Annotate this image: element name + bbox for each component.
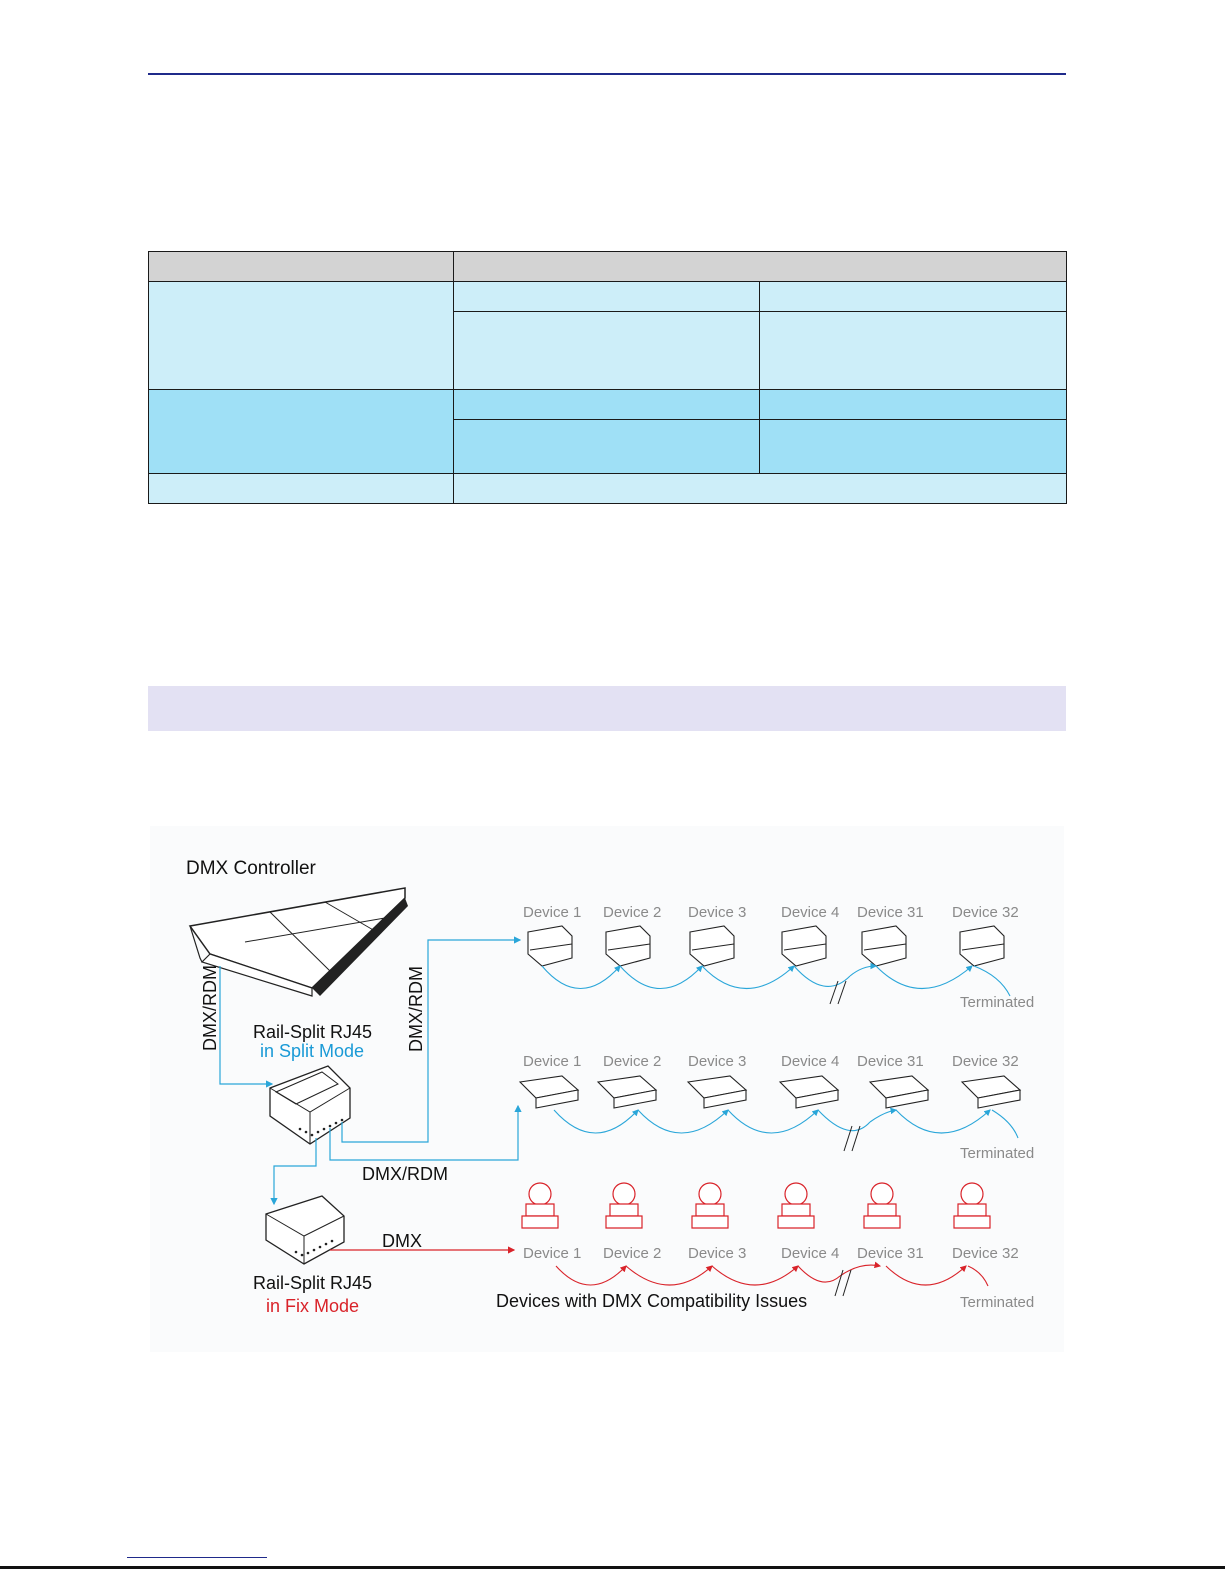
table-cell bbox=[760, 420, 1067, 474]
moving-head-icon bbox=[692, 1183, 728, 1228]
dmx-controller-icon bbox=[190, 888, 408, 996]
dmx-rdm-label-left: DMX/RDM bbox=[200, 965, 220, 1051]
row2-link-line bbox=[330, 1106, 518, 1160]
wiring-diagram bbox=[150, 826, 1064, 1352]
device-label: Device 3 bbox=[688, 1053, 747, 1070]
terminated-label: Terminated bbox=[960, 1294, 1035, 1311]
table-cell bbox=[149, 390, 454, 474]
device-label: Device 31 bbox=[857, 1245, 924, 1262]
led-panel-icon bbox=[962, 1076, 1020, 1108]
table-cell bbox=[760, 312, 1067, 390]
device-label: Device 1 bbox=[523, 1245, 582, 1262]
terminated-label: Terminated bbox=[960, 1145, 1035, 1162]
controller-label: DMX Controller bbox=[186, 858, 316, 879]
footer-rule bbox=[0, 1566, 1225, 1569]
led-panel-icon bbox=[520, 1076, 578, 1108]
terminated-label: Terminated bbox=[960, 994, 1035, 1011]
table-header-cell bbox=[149, 252, 454, 282]
din-module-icon bbox=[862, 926, 906, 966]
device-label: Device 3 bbox=[688, 1245, 747, 1262]
table-row bbox=[149, 474, 1067, 504]
din-module-icon bbox=[528, 926, 572, 966]
device-label: Device 2 bbox=[603, 904, 662, 921]
device-label: Device 4 bbox=[781, 1053, 840, 1070]
device-label: Device 32 bbox=[952, 904, 1019, 921]
din-module-icon bbox=[690, 926, 734, 966]
device-label: Device 2 bbox=[603, 1053, 662, 1070]
moving-head-icon bbox=[864, 1183, 900, 1228]
moving-head-icon bbox=[522, 1183, 558, 1228]
dmx-rdm-label-middle: DMX/RDM bbox=[406, 966, 426, 1052]
table-header-cell bbox=[454, 252, 1067, 282]
led-panel-icon bbox=[870, 1076, 928, 1108]
rail-split-fix-mode-icon bbox=[266, 1196, 344, 1264]
device-label: Device 4 bbox=[781, 1245, 840, 1262]
device-label: Device 1 bbox=[523, 1053, 582, 1070]
device-label: Device 32 bbox=[952, 1053, 1019, 1070]
compatibility-issues-label: Devices with DMX Compatibility Issues bbox=[496, 1291, 808, 1311]
device-label: Device 1 bbox=[523, 904, 582, 921]
table-cell bbox=[760, 282, 1067, 312]
fix-device-name: Rail-Split RJ45 bbox=[253, 1273, 373, 1293]
table-cell bbox=[454, 474, 1067, 504]
row1-devices bbox=[523, 904, 1034, 1011]
split-device-name: Rail-Split RJ45 bbox=[253, 1022, 373, 1042]
row3-devices bbox=[496, 1183, 1034, 1311]
fix-device-mode: in Fix Mode bbox=[266, 1296, 360, 1316]
table-cell bbox=[149, 282, 454, 390]
device-label: Device 2 bbox=[603, 1245, 662, 1262]
table-row bbox=[149, 390, 1067, 420]
dmx-rdm-label-bottom: DMX/RDM bbox=[362, 1164, 448, 1184]
device-label: Device 32 bbox=[952, 1245, 1019, 1262]
device-label: Device 31 bbox=[857, 904, 924, 921]
row2-devices bbox=[520, 1053, 1034, 1162]
moving-head-icon bbox=[954, 1183, 990, 1228]
dmx-label: DMX bbox=[382, 1231, 422, 1251]
device-label: Device 31 bbox=[857, 1053, 924, 1070]
table-header-row bbox=[149, 252, 1067, 282]
device-label: Device 3 bbox=[688, 904, 747, 921]
led-panel-icon bbox=[598, 1076, 656, 1108]
specification-table bbox=[148, 251, 1067, 504]
table-cell bbox=[149, 474, 454, 504]
table-cell bbox=[454, 282, 760, 312]
header-rule bbox=[148, 73, 1066, 75]
din-module-icon bbox=[606, 926, 650, 966]
rail-split-split-mode-icon bbox=[270, 1066, 350, 1144]
fix-link-line bbox=[274, 1138, 316, 1204]
table-cell bbox=[760, 390, 1067, 420]
table-cell bbox=[454, 390, 760, 420]
section-heading-band bbox=[148, 686, 1066, 731]
din-module-icon bbox=[960, 926, 1004, 966]
led-panel-icon bbox=[780, 1076, 838, 1108]
table-cell bbox=[454, 312, 760, 390]
table-cell bbox=[454, 420, 760, 474]
din-module-icon bbox=[782, 926, 826, 966]
table-row bbox=[149, 282, 1067, 312]
footer-link-underline[interactable] bbox=[127, 1557, 267, 1558]
moving-head-icon bbox=[606, 1183, 642, 1228]
led-panel-icon bbox=[688, 1076, 746, 1108]
split-device-mode: in Split Mode bbox=[260, 1041, 365, 1061]
device-label: Device 4 bbox=[781, 904, 840, 921]
moving-head-icon bbox=[778, 1183, 814, 1228]
